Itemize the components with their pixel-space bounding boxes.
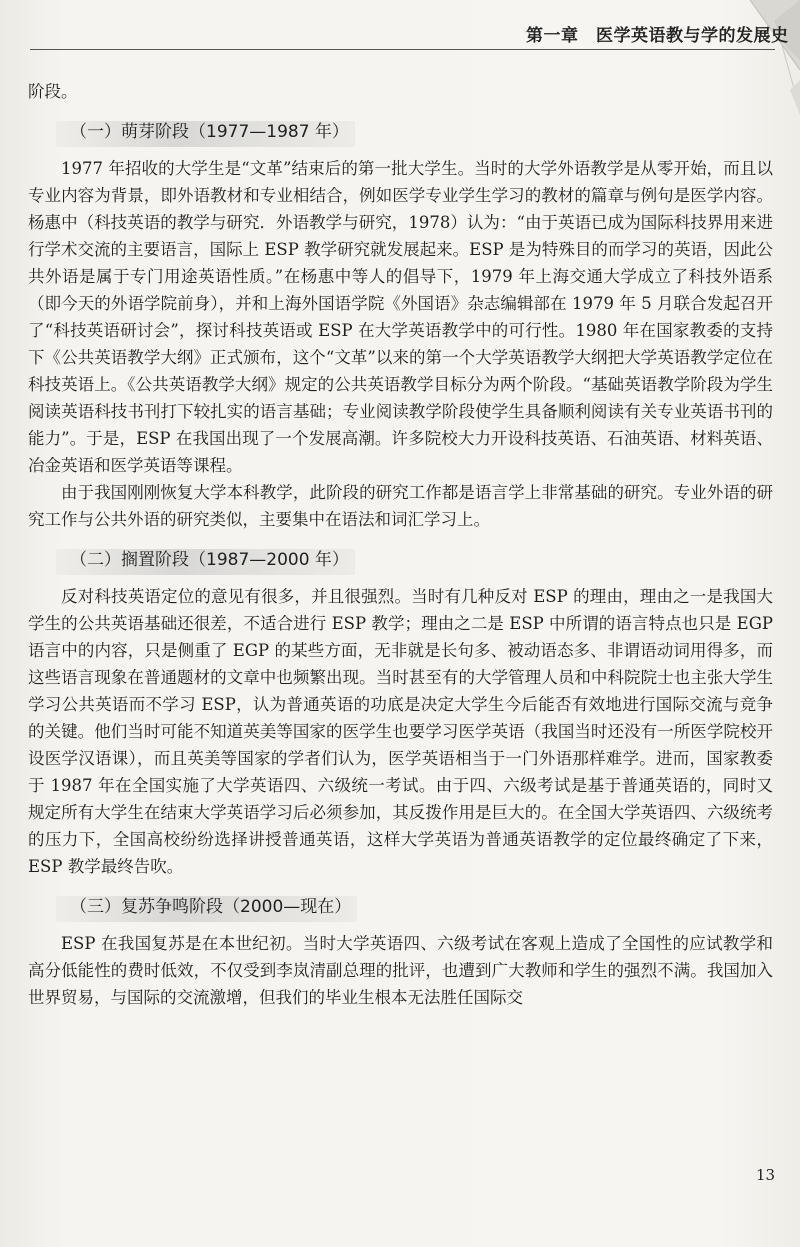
body-text [28, 78, 773, 1011]
header-rule [30, 49, 775, 50]
paragraph: ESP 在我国复苏是在本世纪初。当时大学英语四、六级考试在客观上造成了全国性的应试教学和高分低能性的费时低效，不仅受到李岚清副总理的批评，也遭到广大教师和学生的强烈不满。我国加入世界贸易，与国际的交流激增，但我们的毕业生根本无法胜任国际交 [28, 934, 773, 1007]
paragraph: 由于我国刚刚恢复大学本科教学，此阶段的研究工作都是语言学上非常基础的研究。专业外语的研究工作与公共外语的研究类似，主要集中在语法和词汇学习上。 [28, 483, 773, 529]
page-number: 13 [756, 1166, 776, 1184]
section-heading: （二）搁置阶段（1987—2000 年） [64, 547, 349, 573]
opening-fragment: 阶段。 [28, 82, 78, 101]
section-1 [28, 105, 773, 155]
section-3 [28, 880, 773, 930]
paragraph: 1977 年招收的大学生是“文革”结束后的第一批大学生。当时的大学外语教学是从零开始，而且以专业内容为背景，即外语教材和专业相结合，例如医学专业学生学习的教材的篇章与例句是医学内容。杨惠中（科技英语的教学与研究．外语教学与研究，1978）认为：“由于英语已成为国际科技界用来进行学术交流的主要语言，国际上 ESP 教学研究就发展起来。ESP 是为特殊目的而学习的英语，因此公共外语是属于专门用途英语性质。”在杨惠中等人的倡导下，1979 年上海交通大学成立了科技外语系（即今天的外语学院前身），并和上海外国语学院《外国语》杂志编辑部在 1979 年 5 月联合发起召开了“科技英语研讨会”，探讨科技英语或 ESP 在大学英语教学中的可行性。1980 年在国家教委的支持下《公共英语教学大纲》正式颁布，这个“文革”以来的第一个大学英语教学大纲把大学英语教学定位在科技英语上。《公共英语教学大纲》规定的公共英语教学目标分为两个阶段。“基础英语教学阶段为学生阅读英语科技书刊打下较扎实的语言基础；专业阅读教学阶段使学生具备顺利阅读有关专业英语书刊的能力”。于是，ESP 在我国出现了一个发展高潮。许多院校大力开设科技英语、石油英语、材料英语、冶金英语和医学英语等课程。 [28, 159, 773, 475]
section-heading: （一）萌芽阶段（1977—1987 年） [64, 119, 349, 145]
section-2 [28, 533, 773, 583]
paragraph: 反对科技英语定位的意见有很多，并且很强烈。当时有几种反对 ESP 的理由，理由之一是我国大学生的公共英语基础还很差，不适合进行 ESP 教学；理由之二是 ESP 中所谓的语言特点也只是 EGP 语言中的内容，只是侧重了 EGP 的某些方面，无非就是长句多、被动语态多、非谓语动词用得多，而这些语言现象在普通题材的文章中也频繁出现。当时甚至有的大学管理人员和中科院院士也主张大学生学习公共英语而不学习 ESP，认为普通英语的功底是决定大学生今后能否有效地进行国际交流与竞争的关键。他们当时可能不知道英美等国家的医学生也要学习医学英语（我国当时还没有一所医学院校开设医学汉语课），而且英美等国家的学者们认为，医学英语相当于一门外语那样难学。进而，国家教委于 1987 年在全国实施了大学英语四、六级统一考试。由于四、六级考试是基于普通英语的，同时又规定所有大学生在结束大学英语学习后必须参加，其反拨作用是巨大的。在全国大学英语四、六级统考的压力下，全国高校纷纷选择讲授普通英语，这样大学英语为普通英语教学的定位最终确定了下来，ESP 教学最终告吹。 [28, 587, 773, 876]
chapter-title: 第一章 医学英语教与学的发展史 [526, 25, 789, 46]
running-header [476, 20, 789, 46]
section-heading: （三）复苏争鸣阶段（2000—现在） [64, 894, 351, 920]
